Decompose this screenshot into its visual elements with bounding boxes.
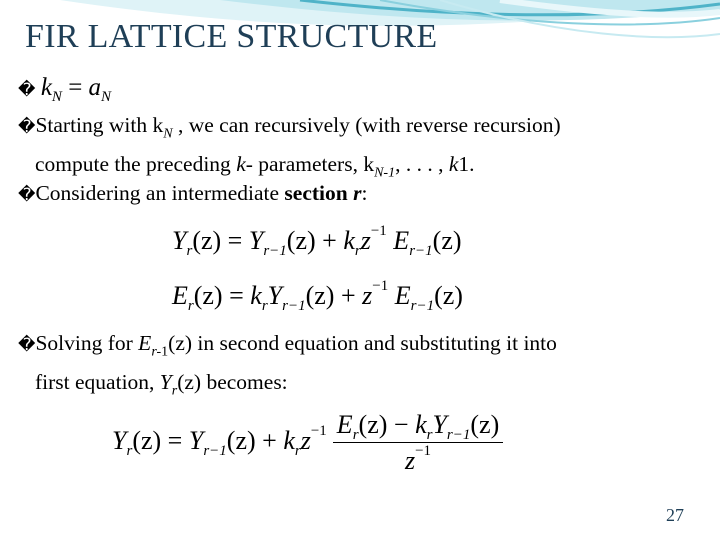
fraction-numerator: $E_r(z) - k_rY_{r-1}(z)$ bbox=[333, 410, 503, 443]
bullet-solving-for: �Solving for $E_{r-1}(z)$ in second equation and substituting it into first equation, $Y_r(z)$ becomes: bbox=[18, 331, 557, 399]
equation-er: $E_r(z) = k_rY_{r-1}(z) + z^{-1}$ $E_{r-1}(z)$ bbox=[172, 278, 463, 314]
bullet-glyph: � bbox=[18, 80, 36, 100]
bullet-starting-with: �Starting with $k_N$ , we can recursively (with reverse recursion) compute the preceding k- parameters, $k_{N-1}$, . . . , k1. bbox=[18, 113, 561, 181]
equation-yr: $Y_r(z) = Y_{r-1}(z) + k_rz^{-1}$ $E_{r-1}(z)$ bbox=[172, 223, 462, 259]
page-number: 27 bbox=[666, 505, 684, 525]
bullet-intermediate-section: �Considering an intermediate section r: bbox=[18, 181, 368, 205]
fraction bbox=[333, 410, 503, 476]
bullet-glyph: � bbox=[18, 185, 36, 205]
kn-equation-line bbox=[18, 72, 111, 106]
kn-equals-an: $k_N = a_N$ bbox=[40, 74, 112, 105]
bullet-glyph: � bbox=[18, 335, 36, 355]
equation-yr-substituted: $Y_r(z) = Y_{r-1}(z) + k_rz^{-1}$ $\frac{E_r(z) - k_rY_{r-1}(z)}{z^{-1}}$ bbox=[112, 410, 503, 476]
bullet-glyph: � bbox=[18, 117, 36, 137]
fraction-denominator: $z^{-1}$ bbox=[404, 443, 432, 475]
page-title: FIR LATTICE STRUCTURE bbox=[25, 18, 438, 55]
